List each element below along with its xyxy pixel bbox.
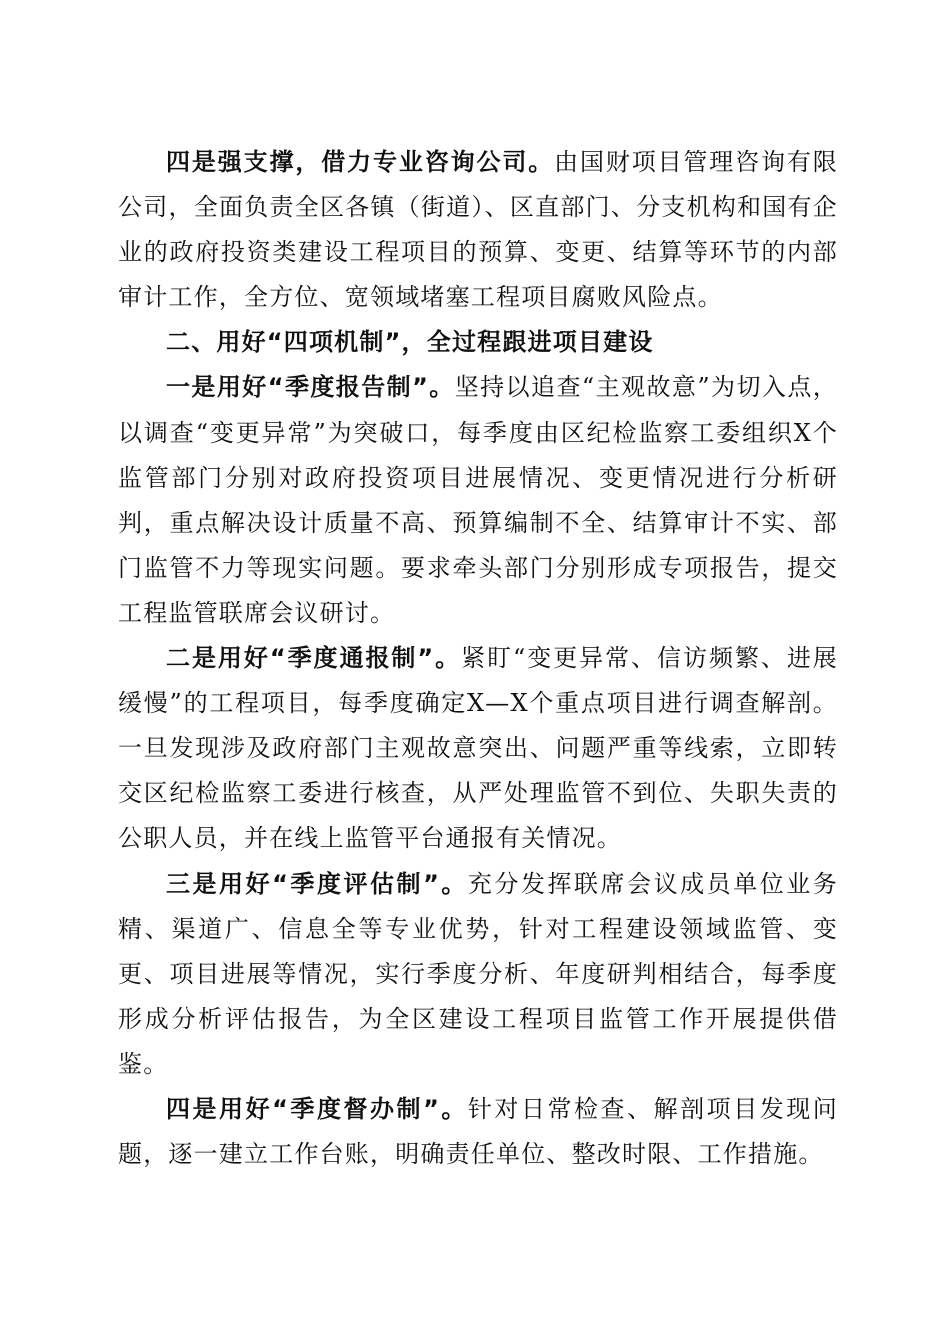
document-page bbox=[118, 140, 838, 1177]
paragraph-quarterly-report bbox=[118, 365, 838, 636]
paragraph-body: 紧盯“变更异常、信访频繁、进展缓慢”的工程项目，每季度确定X—X个重点项目进行调查解剖。一旦发现涉及政府部门主观故意突出、问题严重等线索，立即转交区纪检监察工委进行核查，从严处理监管不到位、失职失责的公职人员，并在线上监管平台通报有关情况。 bbox=[118, 644, 838, 853]
paragraph-body: 坚持以追查“主观故意”为切入点，以调查“变更异常”为突破口，每季度由区纪检监察工委组织X个监管部门分别对政府投资项目进展情况、变更情况进行分析研判，重点解决设计质量不高、预算编制不全、结算审计不实、部门监管不力等现实问题。要求牵头部门分别形成专项报告，提交工程监管联席会议研讨。 bbox=[118, 373, 838, 627]
paragraph-body: 充分发挥联席会议成员单位业务精、渠道广、信息全等专业优势，针对工程建设领域监管、变更、项目进展等情况，实行季度分析、年度研判相结合，每季度形成分析评估报告，为全区建设工程项目监管工作开展提供借鉴。 bbox=[118, 869, 838, 1078]
paragraph-lead: 一是用好“季度报告制”。 bbox=[166, 373, 455, 402]
section-heading: 二、用好“四项机制”，全过程跟进项目建设 bbox=[166, 328, 654, 357]
paragraph-quarterly-supervision bbox=[118, 1087, 838, 1177]
paragraph-lead: 三是用好“季度评估制”。 bbox=[166, 869, 468, 898]
paragraph-lead: 四是强支撑，借力专业咨询公司。 bbox=[166, 148, 555, 176]
paragraph-lead: 二是用好“季度通报制”。 bbox=[166, 644, 462, 673]
paragraph-quarterly-notice bbox=[118, 636, 838, 861]
paragraph-strong-support bbox=[118, 140, 838, 320]
paragraph-lead: 四是用好“季度督办制”。 bbox=[166, 1094, 468, 1123]
paragraph-body: 针对日常检查、解剖项目发现问题，逐一建立工作台账，明确责任单位、整改时限、工作措施。 bbox=[118, 1094, 838, 1169]
paragraph-quarterly-assessment bbox=[118, 862, 838, 1087]
paragraph-body: 由国财项目管理咨询有限公司，全面负责全区各镇（街道）、区直部门、分支机构和国有企业的政府投资类建设工程项目的预算、变更、结算等环节的内部审计工作，全方位、宽领域堵塞工程项目腐败风险点。 bbox=[118, 148, 838, 312]
